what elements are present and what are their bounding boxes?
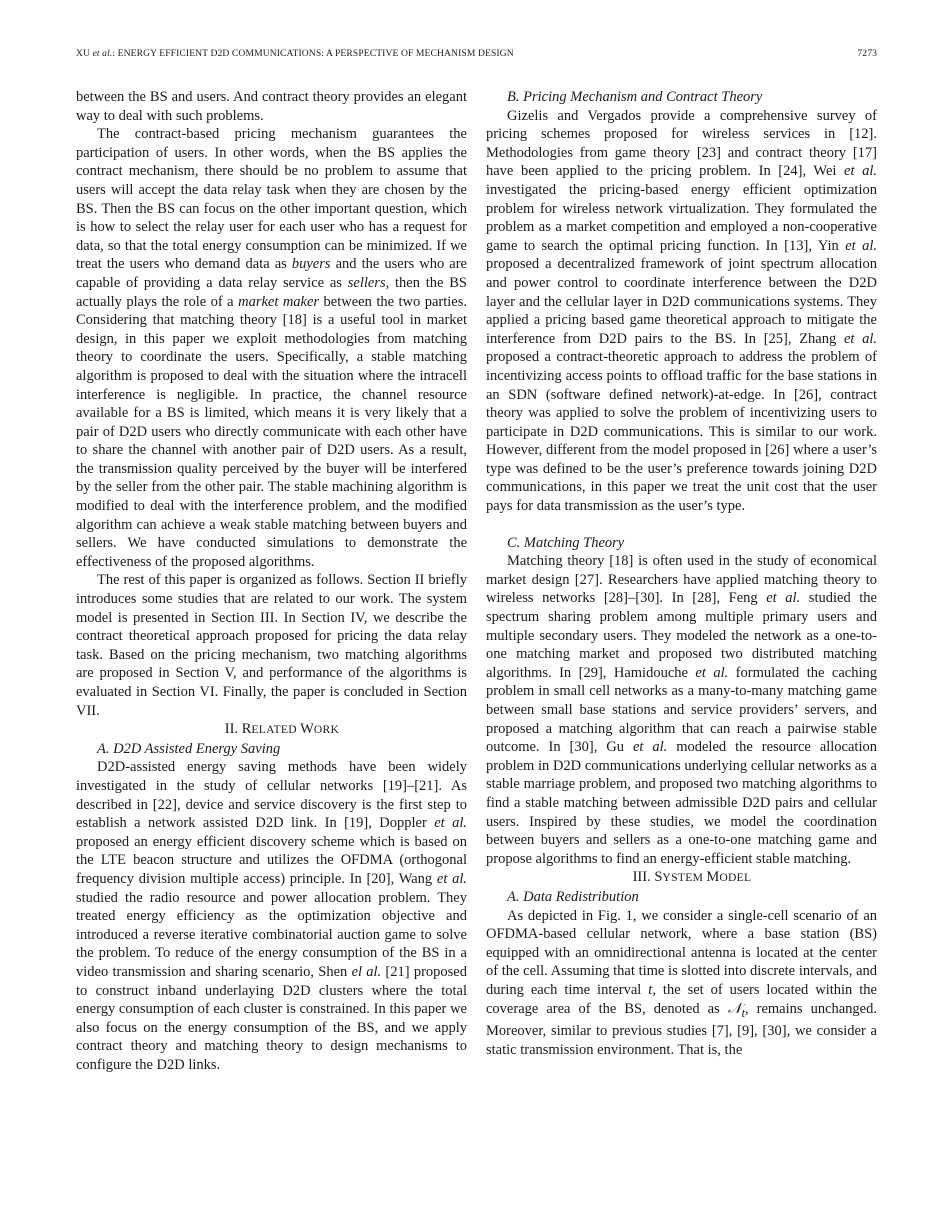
math-N: 𝒩 — [727, 1000, 742, 1017]
term-buyers: buyers — [291, 256, 331, 273]
paragraph-matching-theory — [486, 552, 877, 868]
section-initial: S — [654, 869, 663, 886]
running-header — [76, 48, 877, 62]
section-initial: M — [706, 869, 720, 886]
paragraph-contract-pricing — [76, 125, 467, 571]
paragraph-data-redistribution — [486, 907, 877, 1060]
etal: et al. — [695, 664, 729, 681]
etal: et al. — [844, 163, 877, 180]
section-smallcaps: ODEL — [719, 871, 752, 885]
text-run: studied the radio resource and power allocation problem. They treated energy efficiency as the optimization objective and introduced a reverse iterative combinatorial auction game to solve the problem. To reduce of the energy consumption of the BS in a video transmission and sharing scenario, Shen — [76, 889, 467, 980]
paragraph-intro-end: between the BS and users. And contract theory provides an elegant way to deal with such problems. — [76, 89, 467, 124]
subsection-title-matching-theory: C. Matching Theory — [507, 534, 625, 551]
text-run: proposed a contract-theoretic approach to address the problem of incentivizing access points to offload traffic for the base stations in an SDN (software defined network)-at-edge. In [26], contract theory was applied to solve the problem of incentivizing users to participate in D2D communications. This is similar to our work. However, different from the model proposed in [26] where a user’s type was defined to be the user’s preference towards joining D2D communications, in this paper we treat the unit cost that the user pays for data transmission as the user’s type. — [486, 349, 877, 515]
text-run: D2D-assisted energy saving methods have been widely investigated in the study of cellular networks [19]–[21]. As described in [22], device and service discovery is the first step to establish a network assisted D2D link. In [19], Doppler — [76, 759, 467, 832]
text-run: studied the spectrum sharing problem among multiple primary users and multiple secondary users. They modeled the network as a one-to-one matching market and proposed two distributed matching algorithms. In [29], Hamidouche — [486, 590, 877, 681]
text-run: [21] proposed to construct inband underlaying D2D clusters where the total energy consumption of each cluster is constrained. In this paper we also focus on the energy consumption of the BS, and we apply contract theory and matching theory to design mechanisms to configure the D2D links. — [76, 963, 467, 1073]
text-run: , then the BS actually plays the role of a — [76, 274, 467, 310]
etal: et al. — [843, 330, 877, 347]
text-run: The contract-based pricing mechanism guarantees the participation of users. In other words, when the BS applies the contract mechanism, there should be no problem to assume that users will accept the data relay task when they are chosen by the BS. Then the BS can focus on the other important question, which is how to select the relay user for each user who has a request for data, so that the total energy consumption can be minimized. If we treat the users who demand data as — [76, 126, 467, 273]
text-run: Matching theory [18] is often used in the study of economical market design [27]. Researchers have applied matching theory to wireless networks [28]–[30]. In [28], Feng — [486, 553, 877, 607]
left-column — [76, 88, 467, 1074]
page-number: 7273 — [857, 48, 877, 59]
text-run: proposed an energy efficient discovery scheme which is based on the LTE beacon structure and utilizes the OFDMA (orthogonal frequency division multiple access) principle. In [20], Wang — [76, 833, 467, 887]
math-subscript-t: t — [741, 1005, 745, 1020]
text-run: Gizelis and Vergados provide a comprehensive survey of pricing schemes proposed for wireless services in [12]. Methodologies from game theory [23] and contract theory [17] have been applied to the pricing problem. In [24], Wei — [486, 107, 877, 180]
subsection-title-d2d-energy-saving: A. D2D Assisted Energy Saving — [97, 740, 281, 757]
subsection-title-data-redistribution: A. Data Redistribution — [507, 888, 639, 905]
text-run: , the set of users located within the coverage area of the BS, denoted as — [486, 981, 877, 1017]
running-title-etal: et al. — [92, 48, 113, 59]
text-run: , remains unchanged. Moreover, similar to previous studies [7], [9], [30], we consider a static transmission environment. That is, the — [486, 1000, 877, 1058]
section-title-system-model — [486, 868, 877, 888]
section-title-related-work — [76, 720, 467, 740]
term-sellers: sellers — [347, 274, 386, 291]
subsection-title-pricing: B. Pricing Mechanism and Contract Theory — [507, 89, 763, 105]
etal: et al. — [766, 590, 801, 607]
section-initial: W — [300, 721, 314, 738]
section-number: II. — [224, 721, 242, 738]
etal: et al. — [434, 815, 467, 832]
etal: el al. — [351, 963, 382, 980]
text-run: investigated the pricing-based energy efficient optimization problem for wireless network virtualization. They formulated the problem as a market competition and employed a non-cooperative game to search the optimal pricing function. In [13], Yin — [486, 181, 877, 254]
paragraph-d2d-energy-saving — [76, 758, 467, 1074]
paragraph-organization: The rest of this paper is organized as follows. Section II briefly introduces some studies that are related to our work. The system model is presented in Section III. In Section IV, we describe the contract theoretical approach proposed for pricing the data relay task. Based on the pricing mechanism, two matching algorithms are proposed in Section V, and performance of the algorithms is evaluated in Section VI. Finally, the paper is concluded in Section VII. — [76, 572, 467, 719]
spacer — [486, 516, 877, 534]
etal: et al. — [632, 739, 668, 756]
text-run: formulated the caching problem in small cell networks as a many-to-many matching game between small base stations and service providers’ servers, and proposed a matching algorithm that can reach a pairwise stable outcome. In [30], Gu — [486, 664, 878, 756]
etal: et al. — [845, 237, 877, 254]
text-run: proposed a decentralized framework of joint spectrum allocation and power control to coordinate interference between the D2D layer and the cellular layer in D2D communications systems. They applied a pricing based game theoretical approach to mitigate the interference from D2D pairs to the BS. In [25], Zhang — [486, 256, 877, 347]
paragraph-pricing — [486, 107, 877, 516]
running-title-text: : ENERGY EFFICIENT D2D COMMUNICATIONS: A PERSPECTIVE OF MECHANISM DESIGN — [112, 48, 514, 59]
text-run: As depicted in Fig. 1, we consider a single-cell scenario of an OFDMA-based cellular network, where a base station (BS) equipped with an omnidirectional antenna is located at the center of the cell. Assuming that time is slotted into discrete intervals, and during each time interval — [486, 907, 877, 998]
section-smallcaps: ELATED — [251, 723, 301, 737]
text-run: modeled the resource allocation problem in D2D communications underlying cellular networks as a stable marriage problem, and proposed two matching algorithms to find a stable matching between admissible D2D pairs and cellular users. Inspired by these studies, we model the coordination between buyers and sellers as a one-to-one matching game and propose algorithms to find an energy-efficient stable matching. — [486, 739, 877, 867]
section-smallcaps: YSTEM — [662, 871, 707, 885]
running-title-authors: XU — [76, 48, 93, 59]
term-market-maker: market maker — [238, 293, 320, 310]
text-run: and the users who are capable of providing a data relay service as — [76, 256, 467, 291]
right-column — [486, 88, 877, 1059]
text-run: between the two parties. Considering that matching theory [18] is a useful tool in market design, in this paper we exploit methodologies from matching theory to coordinate the users. Specifically, a stable matching algorithm is proposed to deal with the situation where the intracell interference is negligible. In practice, the channel resource available for a BS is limited, which means it is very likely that a pair of D2D users who directly communicate with each other have to share the channel with another pair of D2D users. As a result, the transmission quality perceived by the buyer will be interfered by the seller from the other pair. The stable machining algorithm is modified to deal with the interference problem, and the modified algorithm can achieve a weak stable matching between buyers and sellers. We have conducted simulations to demonstrate the effectiveness of the proposed algorithms. — [76, 293, 467, 570]
etal: et al. — [436, 870, 467, 887]
section-smallcaps: ORK — [313, 723, 340, 737]
running-title — [76, 48, 514, 59]
math-t: t — [648, 981, 653, 998]
section-initial: R — [241, 721, 252, 738]
section-number: III. — [632, 869, 655, 886]
